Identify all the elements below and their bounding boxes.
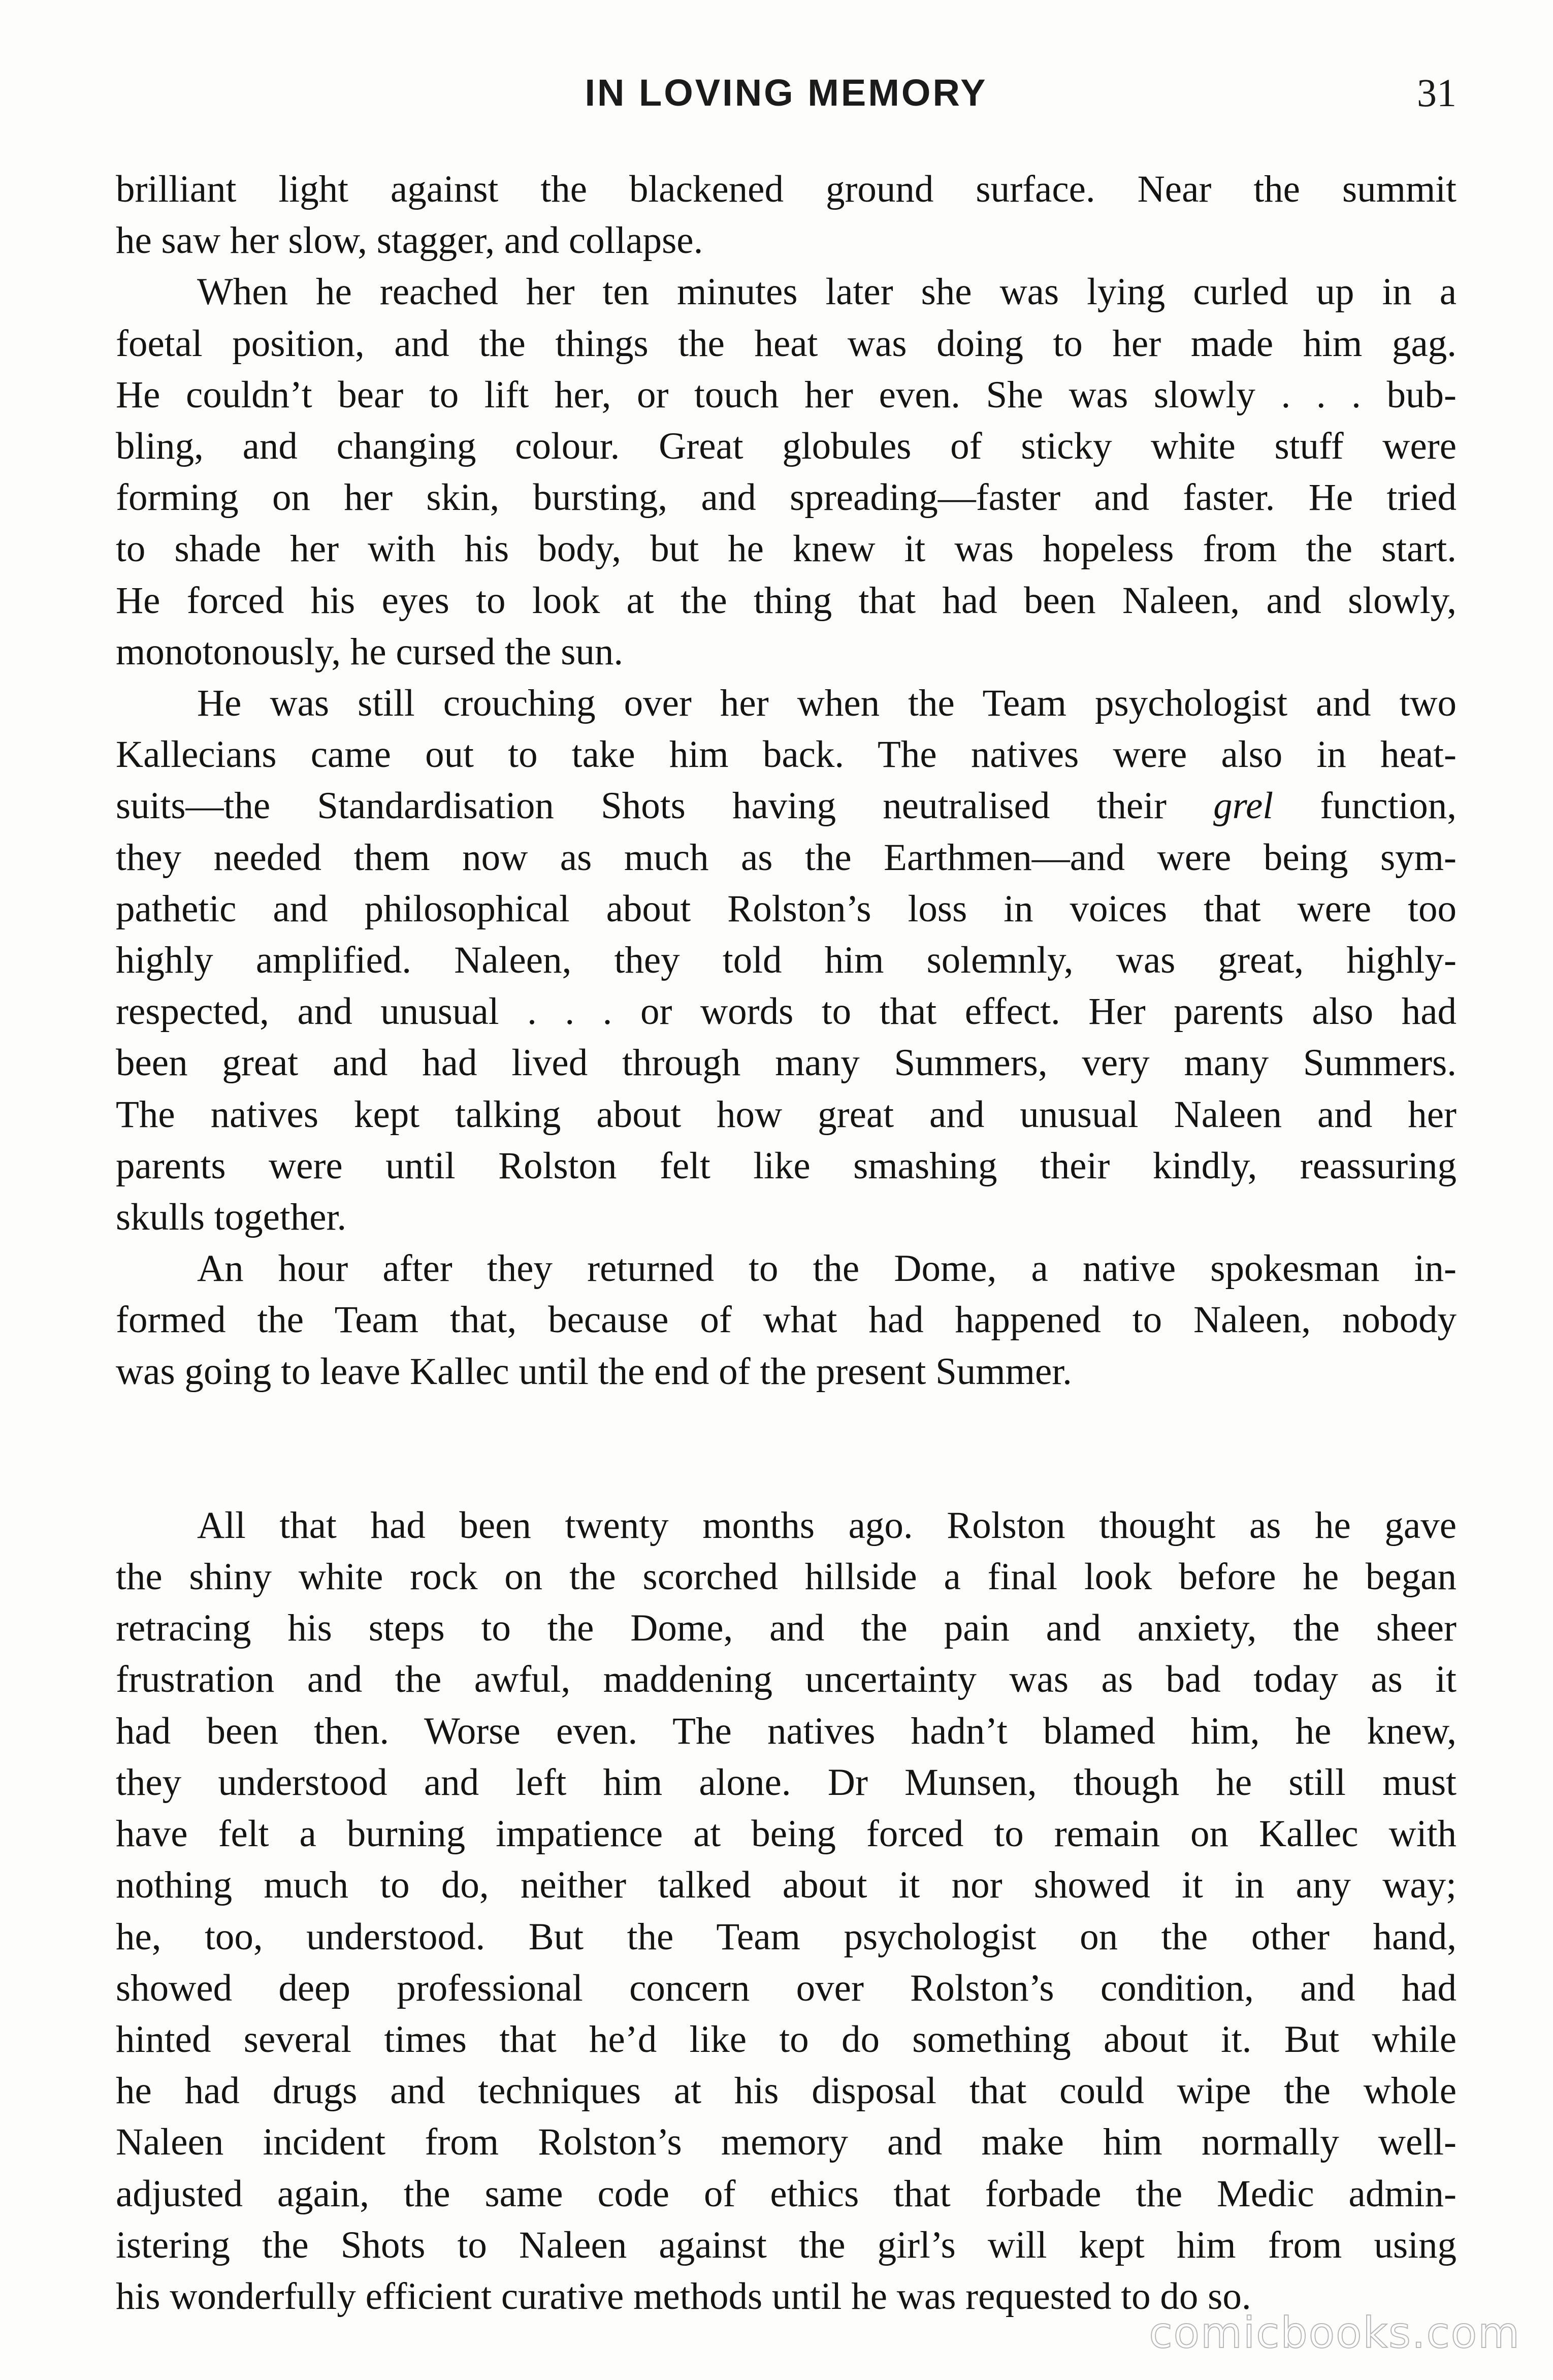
text-line: When he reached her ten minutes later she was lying curled up in a bbox=[197, 271, 1457, 313]
text-line: frustration and the awful, maddening uncertainty was as bad today as it bbox=[116, 1658, 1457, 1701]
paragraph bbox=[116, 1243, 1457, 1397]
section-break bbox=[116, 1397, 1457, 1500]
watermark: comicbooks.com bbox=[1149, 2308, 1520, 2358]
text-line: adjusted again, the same code of ethics that forbade the Medic admin- bbox=[116, 2172, 1457, 2215]
text-line: The natives kept talking about how great and unusual Naleen and her bbox=[116, 1093, 1457, 1136]
text-line: Naleen incident from Rolston’s memory and make him normally well- bbox=[116, 2121, 1457, 2164]
text-line: to shade her with his body, but he knew it was hopeless from the start. bbox=[116, 528, 1457, 570]
text-line: respected, and unusual . . . or words to that effect. Her parents also had bbox=[116, 990, 1457, 1033]
text-line: formed the Team that, because of what had happened to Naleen, nobody bbox=[116, 1299, 1457, 1341]
text-line: suits—the Standardisation Shots having neutralised their grel function, bbox=[116, 785, 1457, 827]
text-line: bling, and changing colour. Great globules of sticky white stuff were bbox=[116, 425, 1457, 468]
text-line: monotonously, he cursed the sun. bbox=[116, 630, 624, 673]
text-line: his wonderfully efficient curative methods until he was requested to do so. bbox=[116, 2275, 1251, 2318]
italic-term: grel bbox=[1213, 785, 1274, 827]
text-line: He was still crouching over her when the Team psychologist and two bbox=[197, 682, 1457, 725]
text-line: they needed them now as much as the Earthmen—and were being sym- bbox=[116, 836, 1457, 879]
text-line: istering the Shots to Naleen against the girl’s will kept him from using bbox=[116, 2224, 1457, 2266]
text-line: retracing his steps to the Dome, and the pain and anxiety, the sheer bbox=[116, 1607, 1457, 1650]
text-line: Kallecians came out to take him back. The natives were also in heat- bbox=[116, 733, 1457, 776]
text-line: he had drugs and techniques at his disposal that could wipe the whole bbox=[116, 2070, 1457, 2112]
text-line: he, too, understood. But the Team psychologist on the other hand, bbox=[116, 1915, 1457, 1958]
text-line: All that had been twenty months ago. Rolston thought as he gave bbox=[197, 1504, 1457, 1547]
paragraph bbox=[116, 1500, 1457, 2322]
text-line: forming on her skin, bursting, and spreading—faster and faster. He tried bbox=[116, 476, 1457, 519]
text-line: He couldn’t bear to lift her, or touch her even. She was slowly . . . bub- bbox=[116, 373, 1457, 416]
text-line: parents were until Rolston felt like smashing their kindly, reassuring bbox=[116, 1144, 1457, 1187]
paragraph bbox=[116, 678, 1457, 1243]
text-line: the shiny white rock on the scorched hillside a final look before he began bbox=[116, 1556, 1457, 1598]
text-line: hinted several times that he’d like to do something about it. But while bbox=[116, 2018, 1457, 2061]
text-line: they understood and left him alone. Dr Munsen, though he still must bbox=[116, 1761, 1457, 1804]
text-line: had been then. Worse even. The natives hadn’t blamed him, he knew, bbox=[116, 1710, 1457, 1752]
running-head bbox=[116, 65, 1457, 121]
page-number: 31 bbox=[1417, 71, 1457, 115]
text-line: pathetic and philosophical about Rolston’s loss in voices that were too bbox=[116, 887, 1457, 930]
text-line: foetal position, and the things the heat was doing to her made him gag. bbox=[116, 322, 1457, 365]
running-title: IN LOVING MEMORY bbox=[585, 72, 988, 114]
paragraph bbox=[116, 266, 1457, 678]
text-line: nothing much to do, neither talked about it nor showed it in any way; bbox=[116, 1864, 1457, 1907]
text-line: brilliant light against the blackened ground surface. Near the summit bbox=[116, 168, 1457, 210]
paragraph bbox=[116, 164, 1457, 266]
text-line: skulls together. bbox=[116, 1196, 347, 1239]
text-line: showed deep professional concern over Rolston’s condition, and had bbox=[116, 1967, 1457, 2009]
body-text bbox=[116, 164, 1457, 2322]
text-line: was going to leave Kallec until the end of the present Summer. bbox=[116, 1350, 1072, 1393]
text-line: he saw her slow, stagger, and collapse. bbox=[116, 219, 703, 262]
text-line: highly amplified. Naleen, they told him solemnly, was great, highly- bbox=[116, 939, 1457, 982]
text-line: An hour after they returned to the Dome, a native spokesman in- bbox=[197, 1247, 1457, 1290]
text-line: He forced his eyes to look at the thing that had been Naleen, and slowly, bbox=[116, 579, 1457, 622]
text-line: have felt a burning impatience at being forced to remain on Kallec with bbox=[116, 1813, 1457, 1855]
text-line: been great and had lived through many Summers, very many Summers. bbox=[116, 1042, 1457, 1084]
